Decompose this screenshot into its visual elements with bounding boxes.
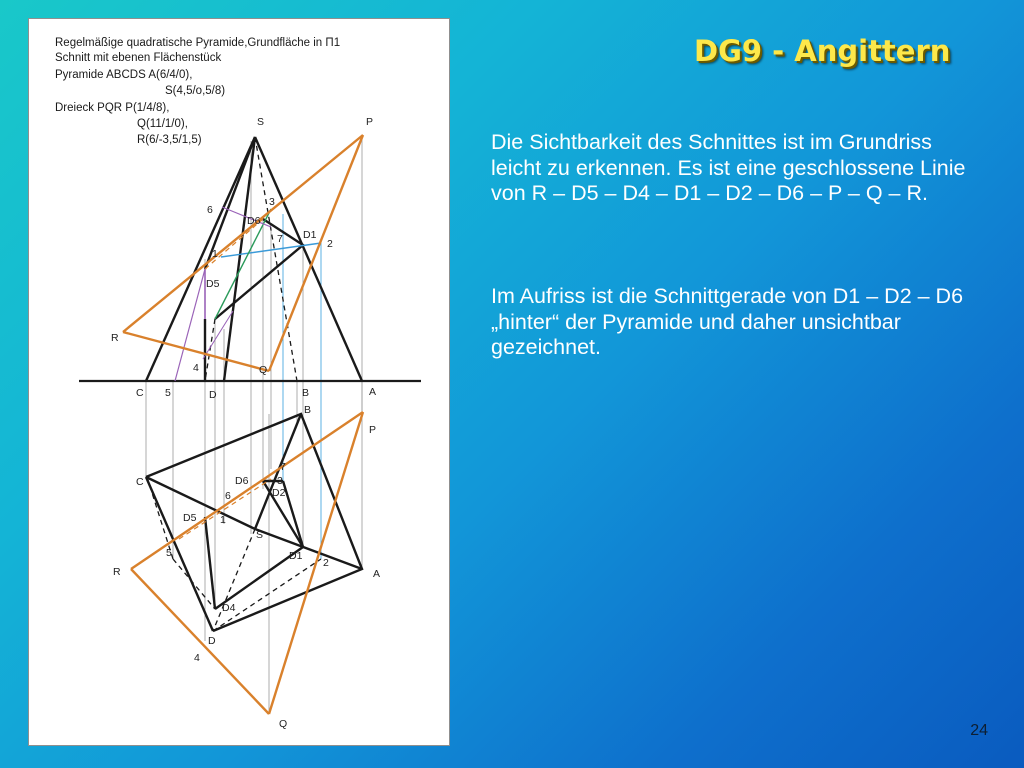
label-elev-d6: D6 (247, 215, 261, 227)
figure-header-line-5: Dreieck PQR P(1/4/8), (55, 102, 170, 114)
label-elev-s: S (257, 116, 265, 128)
explanation-paragraph-1: Die Sichtbarkeit des Schnittes ist im Grundriss leicht zu erkennen. Es ist eine geschlossene Linie von R – D5 – D4 – D1 – D2 – D6 – P – Q – R. (491, 130, 966, 205)
label-elev-d5: D5 (206, 278, 220, 290)
label-plan-p: P (369, 424, 377, 436)
page-number: 24 (970, 722, 988, 739)
construction-figure (28, 18, 450, 746)
label-elev-c: C (136, 387, 144, 399)
label-elev-p: P (366, 116, 374, 128)
label-plan-4: 4 (194, 652, 200, 664)
figure-header (55, 37, 340, 146)
figure-header-line-6: Q(11/1/0), (137, 118, 188, 130)
label-elev-5: 5 (165, 387, 171, 399)
label-elev-d: D (209, 389, 217, 401)
pyramid-section-drawing (29, 19, 449, 745)
label-elev-a: A (369, 386, 377, 398)
label-elev-q: Q (259, 364, 268, 376)
elevation-point-labels (111, 116, 376, 401)
label-elev-7: 7 (277, 233, 283, 245)
label-elev-1: 1 (212, 248, 218, 260)
label-plan-a: A (373, 568, 381, 580)
label-plan-d1: D1 (289, 550, 303, 562)
label-plan-d4: D4 (222, 602, 236, 614)
plan-point-labels (113, 404, 380, 730)
label-elev-3: 3 (269, 196, 275, 208)
label-elev-4: 4 (193, 362, 199, 374)
label-elev-2: 2 (327, 238, 333, 250)
label-plan-s: S (256, 529, 264, 541)
label-elev-b: B (302, 387, 310, 399)
label-plan-7: 7 (280, 461, 286, 473)
figure-header-line-4: S(4,5/o,5/8) (165, 85, 226, 97)
label-plan-r: R (113, 566, 121, 578)
label-elev-6: 6 (207, 204, 213, 216)
figure-header-line-3: Pyramide ABCDS A(6/4/0), (55, 69, 193, 81)
label-elev-r: R (111, 332, 119, 344)
label-plan-d5: D5 (183, 512, 197, 524)
label-plan-c: C (136, 476, 144, 488)
figure-header-line-7: R(6/-3,5/1,5) (137, 134, 202, 146)
figure-header-line-2: Schnitt mit ebenen Flächenstück (55, 52, 222, 64)
label-elev-d1: D1 (303, 229, 317, 241)
label-plan-d: D (208, 635, 216, 647)
label-plan-5: 5 (166, 547, 172, 559)
label-plan-q: Q (279, 718, 288, 730)
explanation-paragraph-2: Im Aufriss ist die Schnittgerade von D1 – D2 – D6 „hinter“ der Pyramide und daher unsichtbar gezeichnet. (491, 284, 964, 359)
label-plan-d6: D6 (235, 475, 249, 487)
elevation-pyramid (146, 137, 362, 381)
label-plan-d2: D2 (272, 487, 286, 499)
label-plan-b: B (304, 404, 312, 416)
label-plan-2: 2 (323, 557, 329, 569)
label-plan-3: 3 (277, 475, 283, 487)
label-plan-6: 6 (225, 490, 231, 502)
figure-header-line-1: Regelmäßige quadratische Pyramide,Grundfläche in Π1 (55, 37, 341, 49)
slide-title: DG9 - Angittern (694, 34, 951, 68)
label-plan-1: 1 (220, 514, 226, 526)
